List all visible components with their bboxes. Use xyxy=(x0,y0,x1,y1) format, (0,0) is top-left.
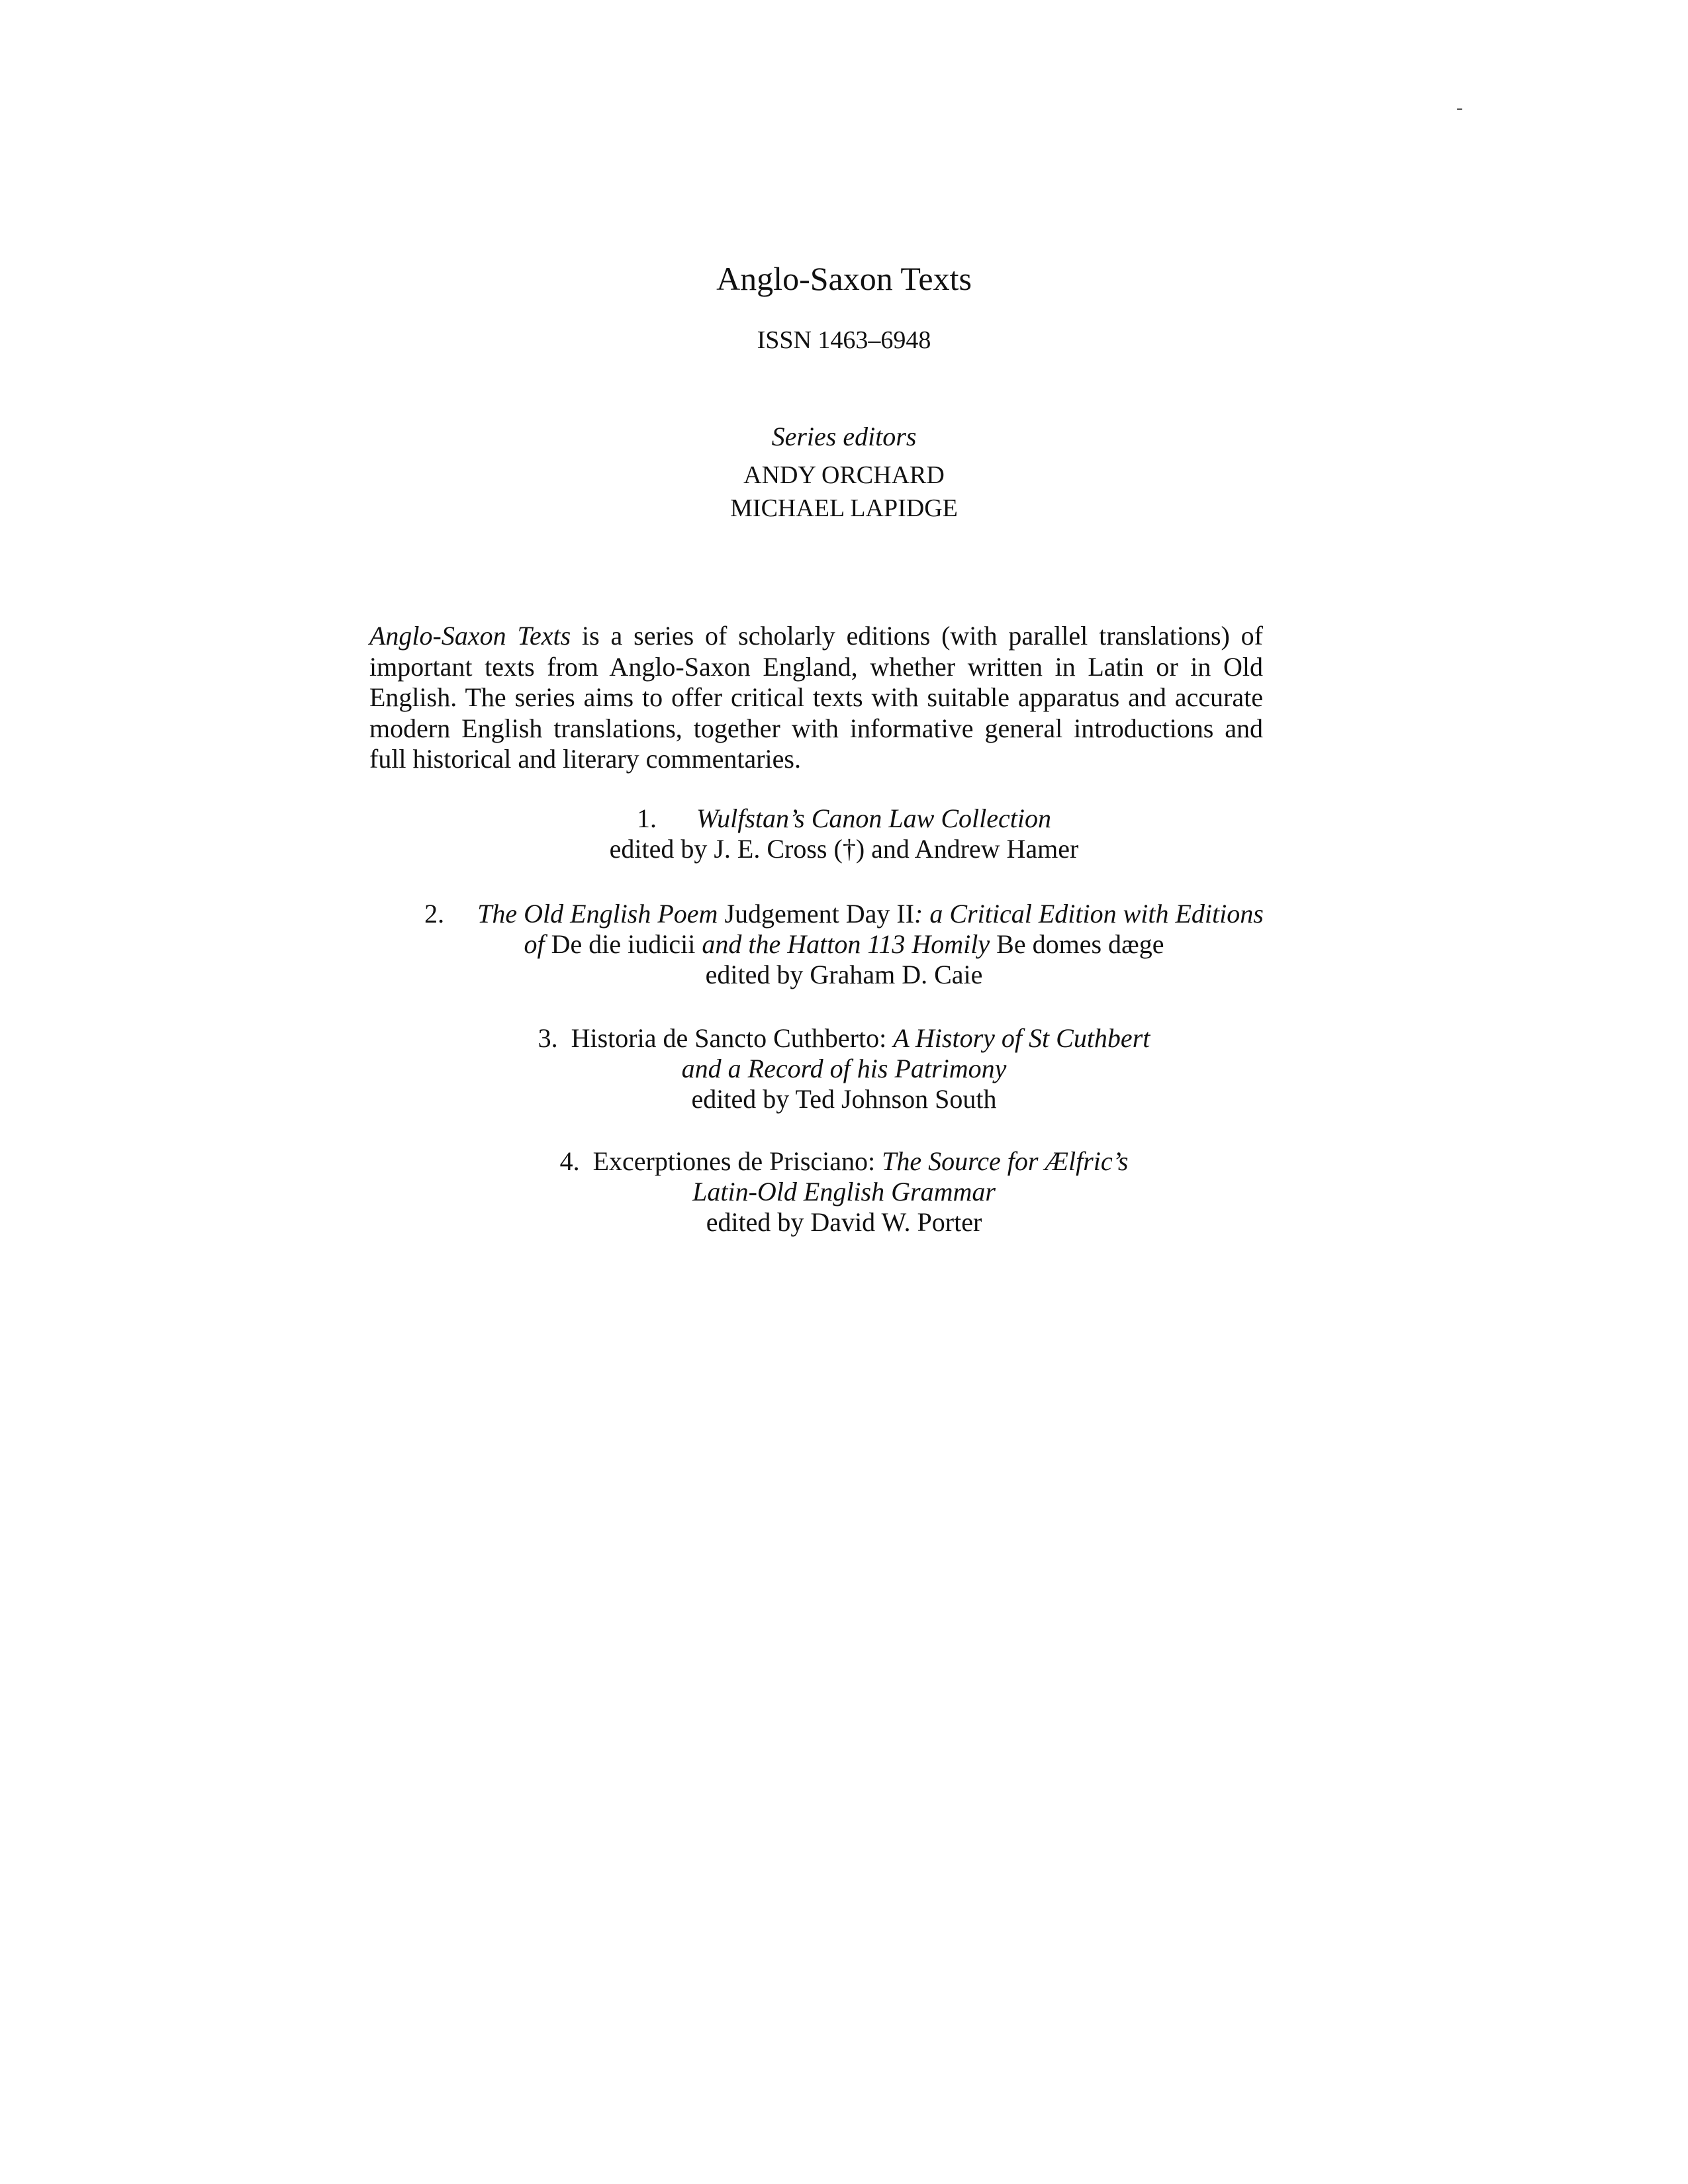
volume-title-part: of xyxy=(524,929,545,959)
volume-title-part: : a Critical Edition with Editions xyxy=(914,899,1264,929)
volume-editor-line: edited by Graham D. Caie xyxy=(705,960,983,989)
series-editor-name: ANDY ORCHARD xyxy=(743,461,945,489)
volume-number: 4. xyxy=(559,1146,580,1176)
volume-entry-3 xyxy=(0,1023,1688,1115)
volume-title-line: Latin-Old English Grammar xyxy=(692,1177,996,1206)
series-editors-label: Series editors xyxy=(771,422,917,451)
volume-entry-1 xyxy=(0,803,1688,864)
volume-title-part: The Old English Poem xyxy=(477,899,718,929)
volume-title-line xyxy=(0,1023,1688,1054)
volume-title-part: De die iudicii xyxy=(544,929,702,959)
description-series-title: Anglo-Saxon Texts xyxy=(369,621,571,651)
description-text: is a series of scholarly editions (with parallel translations) of important texts from Anglo-Saxon England, whether written in Latin or in Old English. The series aims to offer critical texts with suitable apparatus and accurate modern English translations, together with informative general introductions and full historical and literary commentaries. xyxy=(369,621,1263,774)
volume-entry-2 xyxy=(0,899,1688,990)
volume-title-line xyxy=(0,929,1688,960)
volume-title-part: Excerptiones de Prisciano: xyxy=(592,1146,882,1176)
volume-number: 1. xyxy=(637,803,657,833)
corner-mark: - xyxy=(1456,97,1463,118)
volume-title-part: and the Hatton 113 Homily xyxy=(702,929,990,959)
volume-title-line: and a Record of his Patrimony xyxy=(681,1054,1007,1083)
volume-entry-4 xyxy=(0,1146,1688,1238)
volume-number: 2. xyxy=(424,899,445,929)
volume-title-part: Historia de Sancto Cuthberto: xyxy=(571,1023,894,1053)
volume-title-line xyxy=(0,1146,1688,1177)
volume-title-part: Judgement Day II xyxy=(718,899,915,929)
volume-number: 3. xyxy=(538,1023,558,1053)
volume-title-part: The Source for Ælfric’s xyxy=(882,1146,1129,1176)
volume-title-line xyxy=(0,803,1688,834)
volume-editor-line: edited by David W. Porter xyxy=(706,1207,982,1237)
series-editor-name: MICHAEL LAPIDGE xyxy=(730,494,958,522)
volume-title-part: A History of St Cuthbert xyxy=(893,1023,1150,1053)
volume-title-part: Be domes dæge xyxy=(990,929,1164,959)
series-description xyxy=(369,621,1263,775)
volume-title: Wulfstan’s Canon Law Collection xyxy=(696,803,1051,833)
volume-title-line xyxy=(0,899,1688,929)
series-title: Anglo-Saxon Texts xyxy=(716,260,972,297)
volume-editor-line: edited by J. E. Cross (†) and Andrew Hamer xyxy=(609,834,1079,864)
volume-editor-line: edited by Ted Johnson South xyxy=(691,1084,997,1114)
issn-line: ISSN 1463–6948 xyxy=(757,326,931,354)
